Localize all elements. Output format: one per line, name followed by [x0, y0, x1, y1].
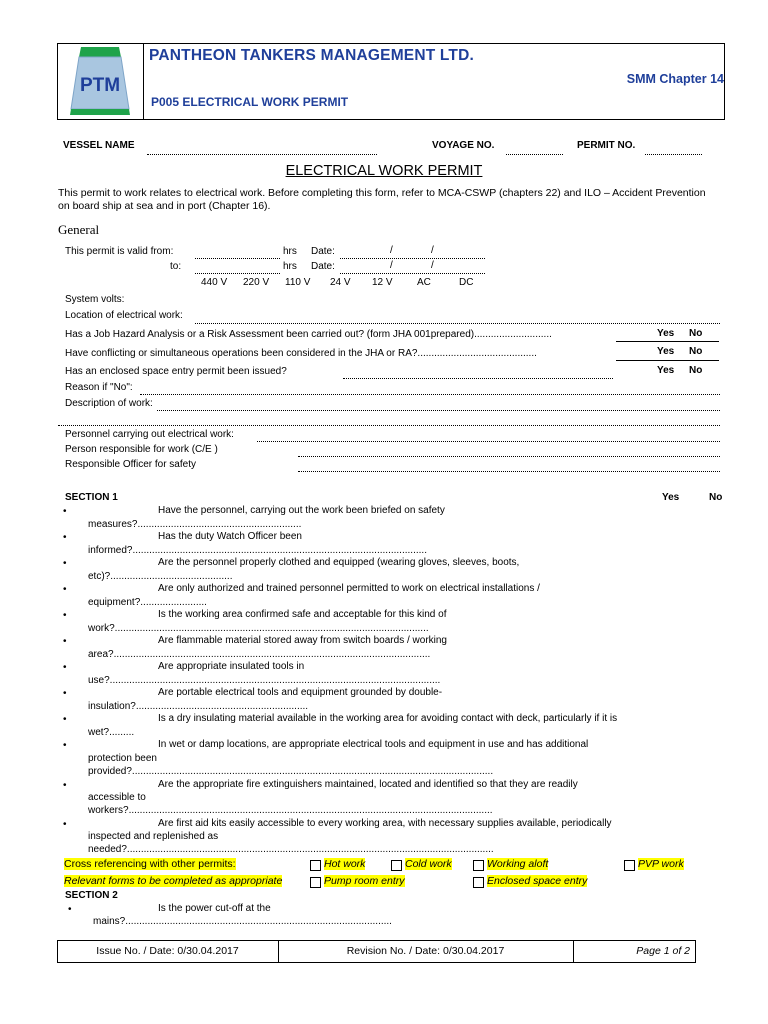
- bullet: •: [63, 780, 67, 791]
- bullet: •: [63, 610, 67, 621]
- jha-yes: Yes: [657, 328, 675, 339]
- volt-ac: AC: [417, 277, 431, 288]
- pump-room-checkbox[interactable]: [310, 877, 321, 888]
- question-wet-locations: In wet or damp locations, are appropriate electrical tools and equipment in use and has additional: [158, 739, 589, 750]
- cross-ref-label: Cross referencing with other permits:: [64, 858, 236, 870]
- question-working-area: Is the working area confirmed safe and acceptable for this kind of: [158, 609, 447, 620]
- bullet: •: [63, 506, 67, 517]
- valid-from-time[interactable]: [195, 258, 280, 259]
- permit-no-field[interactable]: [645, 154, 702, 155]
- enclosed-field[interactable]: [343, 378, 613, 379]
- question-fire-extinguishers-cont2: workers?...................................................................................................................................: [88, 805, 493, 816]
- issue-date: Issue No. / Date: 0/30.04.2017: [96, 945, 239, 957]
- location-field[interactable]: [195, 323, 720, 324]
- question-insulated-tools-cont: use?.......................................................................................................................: [88, 675, 441, 686]
- question-watch-officer: Has the duty Watch Officer been: [158, 531, 302, 542]
- description-field-1[interactable]: [157, 410, 720, 411]
- question-first-aid: Are first aid kits easily accessible to every working area, with necessary supplies available, periodically: [158, 818, 612, 829]
- valid-from-date[interactable]: [340, 258, 485, 259]
- question-fire-extinguishers-cont: accessible to: [88, 792, 146, 803]
- question-first-aid-cont: inspected and replenished as: [88, 831, 219, 842]
- enclosed-space-label: Enclosed space entry: [487, 875, 588, 887]
- jha-no: No: [689, 328, 703, 339]
- question-flammable-cont: area?..................................................................................................................: [88, 649, 431, 660]
- question-dry-insulating: Is a dry insulating material available in the working area for avoiding contact with deck, particularly if it is: [158, 713, 618, 724]
- question-first-aid-cont2: needed?....................................................................................................................................: [88, 844, 494, 855]
- logo-cell: [57, 43, 144, 120]
- enclosed-no: No: [689, 365, 703, 376]
- question-briefed: Have the personnel, carrying out the work been briefed on safety: [158, 505, 445, 516]
- person-responsible-field[interactable]: [298, 456, 720, 457]
- conflicting-no: No: [689, 346, 703, 357]
- volt-dc: DC: [459, 277, 474, 288]
- page-number: Page 1 of 2: [636, 945, 690, 957]
- personnel-field[interactable]: [257, 441, 720, 442]
- date-slash: /: [431, 245, 434, 256]
- question-grounded-cont: insulation?..............................................................: [88, 701, 309, 712]
- revision-date: Revision No. / Date: 0/30.04.2017: [346, 945, 505, 957]
- question-wet-locations-cont2: provided?..................................................................................................................................: [88, 766, 494, 777]
- pvp-work-label: PVP work: [638, 858, 684, 870]
- hrs-label-1: hrs: [283, 246, 297, 257]
- reason-field[interactable]: [140, 394, 720, 395]
- officer-label: Responsible Officer for safety: [65, 459, 196, 470]
- question-dry-insulating-cont: wet?.........: [88, 727, 135, 738]
- enclosed-space-checkbox[interactable]: [473, 877, 484, 888]
- general-heading: General: [58, 222, 100, 237]
- question-wet-locations-cont: protection been: [88, 753, 157, 764]
- question-grounded: Are portable electrical tools and equipment grounded by double-: [158, 687, 443, 698]
- bullet: •: [63, 636, 67, 647]
- chapter-label: SMM Chapter 14: [626, 72, 724, 86]
- section1-yes-header: Yes: [662, 492, 680, 503]
- hrs-label-2: hrs: [283, 261, 297, 272]
- person-responsible-label: Person responsible for work (C/E ): [65, 444, 218, 455]
- valid-to-time[interactable]: [195, 273, 280, 274]
- date-slash: /: [431, 260, 434, 271]
- date-slash: /: [390, 260, 393, 271]
- bullet: •: [63, 740, 67, 751]
- question-clothing-cont: etc)?............................................: [88, 571, 233, 582]
- volt-24: 24 V: [330, 277, 351, 288]
- question-fire-extinguishers: Are the appropriate fire extinguishers maintained, located and identified so that they are readily: [158, 779, 578, 790]
- system-volts-label: System volts:: [65, 294, 125, 305]
- volt-12: 12 V: [372, 277, 393, 288]
- bullet: •: [63, 662, 67, 673]
- bullet: •: [68, 904, 72, 915]
- voyage-no-field[interactable]: [506, 154, 563, 155]
- jha-answer-line: [616, 341, 719, 342]
- main-title: ELECTRICAL WORK PERMIT: [285, 163, 483, 179]
- conflicting-answer-line: [616, 360, 719, 361]
- bullet: •: [63, 584, 67, 595]
- enclosed-yes: Yes: [657, 365, 675, 376]
- question-briefed-cont: measures?...........................................................: [88, 519, 302, 530]
- working-aloft-label: Working aloft: [487, 858, 549, 870]
- company-logo: [57, 43, 143, 119]
- hot-work-checkbox[interactable]: [310, 860, 321, 871]
- question-flammable: Are flammable material stored away from switch boards / working: [158, 635, 447, 646]
- form-code-title: P005 ELECTRICAL WORK PERMIT: [151, 95, 349, 109]
- cold-work-checkbox[interactable]: [391, 860, 402, 871]
- question-insulated-tools: Are appropriate insulated tools in: [158, 661, 305, 672]
- bullet: •: [63, 688, 67, 699]
- cold-work-label: Cold work: [405, 858, 452, 870]
- company-name: PANTHEON TANKERS MANAGEMENT LTD.: [149, 47, 474, 64]
- date-label-1: Date:: [311, 246, 335, 257]
- pump-room-label: Pump room entry: [324, 875, 405, 887]
- pvp-work-checkbox[interactable]: [624, 860, 635, 871]
- section1-no-header: No: [709, 492, 723, 503]
- bullet: •: [63, 558, 67, 569]
- description-field-2[interactable]: [58, 425, 720, 426]
- hot-work-label: Hot work: [324, 858, 366, 870]
- officer-field[interactable]: [298, 471, 720, 472]
- question-working-area-cont: work?.................................................................................................................: [88, 623, 429, 634]
- valid-to-date[interactable]: [340, 273, 485, 274]
- bullet: •: [63, 714, 67, 725]
- question-authorized-cont: equipment?........................: [88, 597, 207, 608]
- bullet: •: [63, 819, 67, 830]
- volt-220: 220 V: [243, 277, 270, 288]
- voyage-no-label: VOYAGE NO.: [432, 140, 495, 151]
- date-label-2: Date:: [311, 261, 335, 272]
- intro-text: This permit to work relates to electrical work. Before completing this form, refer to MCA-CSWP (chapters 22) and ILO – Accident Prevention on board ship at sea and in port (Chapter 16).: [58, 187, 706, 212]
- permit-no-label: PERMIT NO.: [577, 140, 636, 151]
- conflicting-question: Have conflicting or simultaneous operations been considered in the JHA or RA?...........................................: [65, 348, 537, 359]
- valid-from-label: This permit is valid from:: [65, 246, 174, 257]
- description-label: Description of work:: [65, 398, 153, 409]
- question-authorized: Are only authorized and trained personnel permitted to work on electrical installations /: [158, 583, 540, 594]
- to-label: to:: [170, 261, 182, 272]
- enclosed-question: Has an enclosed space entry permit been issued?: [65, 366, 287, 377]
- location-label: Location of electrical work:: [65, 310, 183, 321]
- jha-question: Has a Job Hazard Analysis or a Risk Assessment been carried out? (form JHA 001prepared)............................: [65, 329, 552, 340]
- logo-text: PTM: [79, 75, 121, 96]
- section2-heading: SECTION 2: [65, 890, 118, 901]
- question-power-cutoff: Is the power cut-off at the: [158, 903, 271, 914]
- conflicting-yes: Yes: [657, 346, 675, 357]
- volt-110: 110 V: [285, 277, 311, 288]
- relevant-forms-label: Relevant forms to be completed as appropriate: [64, 875, 283, 887]
- volt-440: 440 V: [201, 277, 228, 288]
- question-power-cutoff-cont: mains?................................................................................................: [93, 916, 392, 927]
- section1-heading: SECTION 1: [65, 492, 118, 503]
- date-slash: /: [390, 245, 393, 256]
- question-watch-officer-cont: informed?..........................................................................................................: [88, 545, 427, 556]
- working-aloft-checkbox[interactable]: [473, 860, 484, 871]
- reason-label: Reason if "No":: [65, 382, 133, 393]
- personnel-label: Personnel carrying out electrical work:: [65, 429, 234, 440]
- bullet: •: [63, 532, 67, 543]
- vessel-name-field[interactable]: [147, 154, 377, 155]
- vessel-name-label: VESSEL NAME: [63, 140, 135, 151]
- question-clothing: Are the personnel properly clothed and equipped (wearing gloves, sleeves, boots,: [158, 557, 520, 568]
